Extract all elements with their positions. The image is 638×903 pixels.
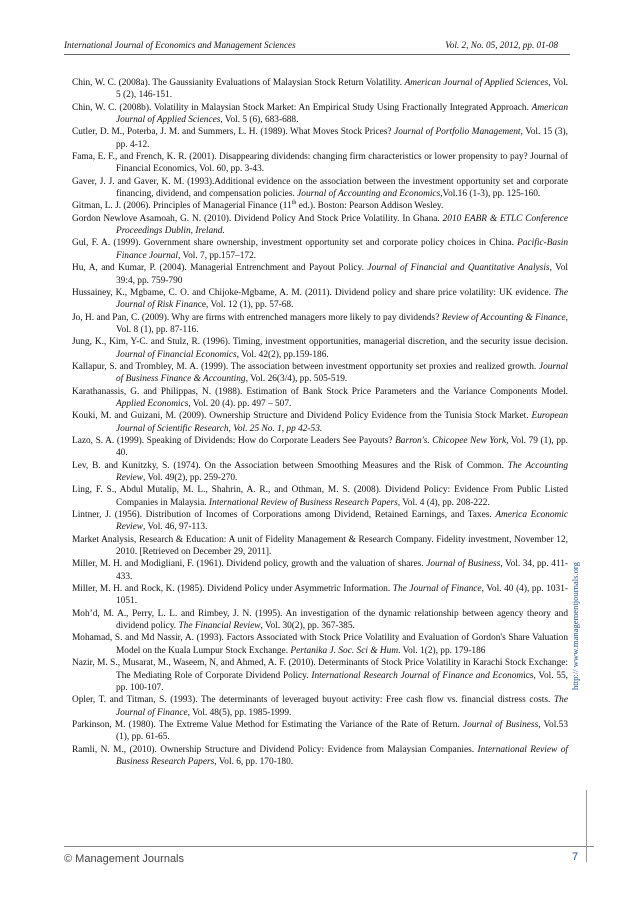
reference-details: , Vol. 20 (4). pp. 497 – 507. (188, 398, 292, 409)
reference-list (72, 77, 568, 768)
reference-text: Hu, A, and Kumar, P. (2004). Managerial Entrenchment and Payout Policy. (72, 263, 368, 274)
journal-url-link[interactable]: http:// www.managementjournals.org (570, 562, 580, 690)
reference-source: International Research Journal of Finance and Econom (311, 670, 524, 681)
reference-text: Miller, M. H. and Rock, K. (1985). Dividend Policy under Asymmetric Information. (72, 584, 393, 595)
reference-text: Chin, W. C. (2008a). The Gaussianity Evaluations of Malaysian Stock Return Volatility. (72, 78, 405, 88)
reference-source: American Journal of Applied Sciences (404, 78, 549, 88)
reference-details: . Vol. 1(2), pp. 179-186 (398, 645, 486, 656)
reference-entry (72, 608, 568, 633)
reference-entry (72, 509, 568, 534)
reference-text: Opler, T. and Titman, S. (1993). The determinants of leveraged buyout activity: Free cash flow vs. financial distress costs. (72, 695, 554, 706)
volume-info: Vol. 2, No. 05, 2012, pp. 01-08 (445, 40, 558, 50)
reference-details: ce, Vol. 12 (1), pp. 57-68. (197, 300, 294, 311)
reference-text: ed.). Boston: Pearson Addison Wesley. (296, 201, 444, 212)
reference-entry (72, 583, 568, 608)
reference-source: Journal of Financial and Quantitative Analysis (367, 263, 550, 274)
reference-text: Hussainey, K., Mgbame, C. O. and Chijoke-Mgbame, A. M. (2011). Dividend policy and share price volatility: UK evidence. (72, 287, 554, 298)
reference-entry (72, 200, 568, 212)
reference-entry (72, 287, 568, 312)
reference-details: , Vol. 42(2), pp.159-186. (236, 349, 329, 360)
reference-details: , Vol. 4 (4), pp. 208-222. (397, 497, 490, 508)
reference-source: International Review of Business Research Papers (116, 744, 568, 767)
reference-entry (72, 694, 568, 719)
reference-entry (72, 410, 568, 435)
page-number: 7 (572, 851, 579, 863)
reference-entry (72, 744, 568, 769)
reference-details: , Vol 39:4, pp. 759-790 (116, 263, 568, 286)
reference-text: Lazo, S. A. (1999). Speaking of Dividends: How do Corporate Leaders See Payouts? (72, 435, 396, 446)
reference-text: Gul, F. A. (1999). Government share ownership, investment opportunity set and corporate policy choices in China. (72, 238, 518, 249)
header-rule (64, 54, 570, 55)
reference-source: Pacific-Basin Finance Journal (116, 238, 568, 261)
reference-text: Cutler, D. M., Poterba, J. M. and Summers, L. H. (1989). What Moves Stock Prices? (72, 127, 395, 138)
reference-source: The Accounting Review (116, 460, 568, 483)
reference-details: , Vol. 15 (3), pp. 4-12. (116, 127, 568, 150)
reference-text: Ling, F. S., Abdul Mutalip, M. L., Shahrin, A. R., and Othman, M. S. (2008). Dividend Policy: Evidence From Public Listed Companies in Malaysia. (72, 485, 568, 508)
reference-entry (72, 719, 568, 744)
reference-details: , Vol. 5 (6), 683-688. (220, 115, 299, 126)
reference-source: American Journal of Applied Sciences (116, 102, 568, 126)
reference-details: , Vol. 49(2), pp. 259-270. (142, 473, 238, 483)
reference-text: Lintner, J. (1956). Distribution of Incomes of Corporations among Dividend, Retained Earnings, and Taxes. (72, 510, 496, 521)
reference-source: The Journal of Finance (116, 695, 568, 718)
reference-details: , Vol.53 (1), pp. 61-65. (116, 719, 568, 743)
reference-source: Journal of Accounting and Economics (297, 189, 441, 200)
reference-entry (72, 312, 568, 337)
reference-details: , Vol. 46, 97-113. (142, 522, 208, 533)
journal-title: International Journal of Economics and Management Sciences (64, 40, 296, 50)
reference-source: Review of Accounting & Finance (441, 312, 566, 323)
reference-text: Gitman, L. J. (2006). Principles of Managerial Finance (11 (72, 201, 292, 212)
reference-entry (72, 237, 568, 262)
reference-text: Fama, E. F., and French, K. R. (2001). Disappearing dividends: changing firm characteristics or lower propensity to pay? Journal of Financial Economics, Vol. 60, pp. 3-43. (72, 152, 568, 175)
running-header (64, 40, 558, 52)
reference-source: Pertanika J. Soc. Sci & Hum (290, 645, 399, 656)
reference-source: Journal of Business (426, 559, 501, 570)
reference-source: 2010 EABR & ETLC Conference Proceedings Dublin, Ireland. (116, 213, 568, 237)
reference-details: , Vol. 40 (4), pp. 1031-1051. (116, 584, 568, 607)
footer-copyright: © Management Journals (64, 853, 185, 865)
reference-entry (72, 657, 568, 694)
reference-entry (72, 484, 568, 509)
reference-text: Kouki, M. and Guizani, M. (2009). Ownership Structure and Dividend Policy Evidence from the Tunisia Stock Market. (72, 411, 532, 422)
reference-source: Journal of Business Finance & Accounting (116, 361, 568, 385)
reference-text: Nazir, M. S., Musarat, M., Waseem, N, and Ahmed, A. F. (2010). Determinants of Stock Price Volatility in Karachi Stock Exchange: The Mediating Role of Corporate Dividend Policy. (72, 658, 568, 681)
reference-entry (72, 151, 568, 176)
reference-entry (72, 386, 568, 411)
reference-source: America Economic Review (116, 510, 568, 533)
reference-text: Parkinson, M. (1980). The Extreme Value Method for Estimating the Variance of the Rate of Return. (72, 719, 463, 730)
reference-source: Journal of Portfolio Management (394, 127, 521, 138)
footer-rule (64, 846, 594, 847)
reference-text: Ramli, N. M., (2010). Ownership Structure and Dividend Policy: Evidence from Malaysian Companies. (72, 744, 478, 755)
reference-entry (72, 77, 568, 102)
reference-details: , Vol. 8 (1), pp. 87-116. (116, 312, 568, 335)
reference-source: The Journal of Finance (392, 584, 482, 595)
reference-text: Miller, M. H. and Modigliani, F. (1961). Dividend policy, growth and the valuation of shares. (72, 559, 427, 570)
reference-source: European Journal of Scientific Research, Vol. 25 No. 1, pp 42-53. (116, 411, 568, 434)
reference-entry (72, 126, 568, 151)
reference-details: , Vol. 26(3/4), pp. 505-519. (245, 374, 348, 385)
reference-text: Lev, B. and Kunitzky, S. (1974). On the Association between Smoothing Measures and the Risk of Common. (72, 460, 508, 471)
reference-details: , Vol. 6, pp. 170-180. (214, 756, 294, 767)
reference-source: The Journal of Risk Finan (116, 287, 568, 311)
reference-details: ics, Vol. 55, pp. 100-107. (116, 670, 569, 693)
footer-divider (586, 790, 587, 862)
superscript: th (291, 200, 297, 207)
reference-source: International Review of Business Research Papers (208, 497, 398, 508)
reference-entry (72, 102, 568, 127)
reference-text: Moh’d, M. A., Perry, L. L. and Rimbey, J. N. (1995). An investigation of the dynamic relationship between agency theory and dividend policy. (72, 608, 568, 632)
reference-entry (72, 534, 568, 559)
reference-source: The Financial Review (178, 621, 261, 632)
reference-entry (72, 435, 568, 460)
reference-source: Journal of Business (462, 719, 539, 730)
reference-text: Gaver, J. J. and Gaver, K. M. (1993).Additional evidence on the association between the investment opportunity set and corporate financing, dividend, and compensation policies. (72, 176, 568, 200)
reference-entry (72, 558, 568, 583)
reference-text: Jo, H. and Pan, C. (2009). Why are firms with entrenched managers more likely to pay dividends? (72, 312, 442, 323)
reference-source: Applied Economics (116, 398, 189, 409)
reference-entry (72, 632, 568, 657)
reference-entry (72, 361, 568, 386)
reference-text: Chin, W. C. (2008b). Volatility in Malaysian Stock Market: An Empirical Study Using Fractionally Integrated Approach. (72, 102, 532, 113)
reference-entry (72, 336, 568, 361)
reference-details: , Vol. 5 (2), 146-151. (116, 78, 569, 101)
reference-details: , Vol. 79 (1), pp. 40. (116, 435, 568, 459)
reference-entry (72, 262, 568, 287)
reference-details: , Vol. 34, pp. 411-433. (116, 559, 569, 582)
reference-entry (72, 176, 568, 201)
reference-source: Barron's. Chicopee New York (395, 435, 507, 446)
reference-text: Kallapur, S. and Trombley, M. A. (1999). The association between investment opportunity set proxies and realized growth. (72, 361, 539, 372)
reference-entry (72, 213, 568, 238)
reference-details: , Vol. 30(2), pp. 367-385. (260, 621, 355, 632)
reference-text: Karathanassis, G. and Philippas, N. (1988). Estimation of Bank Stock Price Parameters and the Variance Components Model. (72, 386, 568, 397)
reference-text: Jung, K., Kim, Y-C. and Stulz, R. (1996). Timing, investment opportunities, managerial discretion, and the security issue decision. (72, 337, 568, 348)
reference-source: Journal of Financial Economics (116, 349, 237, 360)
reference-text: Gordon Newlove Asamoah, G. N. (2010). Dividend Policy And Stock Price Volatility. In Ghana. (72, 213, 443, 224)
reference-text: Market Analysis, Research & Education: A unit of Fidelity Management & Research Company. Fidelity investment, November 12, 2010. [Retrieved on December 29, 2011]. (72, 534, 568, 558)
reference-details: , Vol. 48(5), pp. 1985-1999. (187, 707, 292, 718)
reference-details: , Vol. 7, pp.157–172. (178, 250, 257, 261)
reference-entry (72, 460, 568, 485)
reference-details: ,Vol.16 (1-3), pp. 125-160. (440, 189, 541, 200)
reference-text: Mohamad, S. and Md Nassir, A. (1993). Factors Associated with Stock Price Volatility and Evaluation of Gordon's Share Valuation Model on the Kuala Lumpur Stock Exchange. (72, 633, 568, 656)
